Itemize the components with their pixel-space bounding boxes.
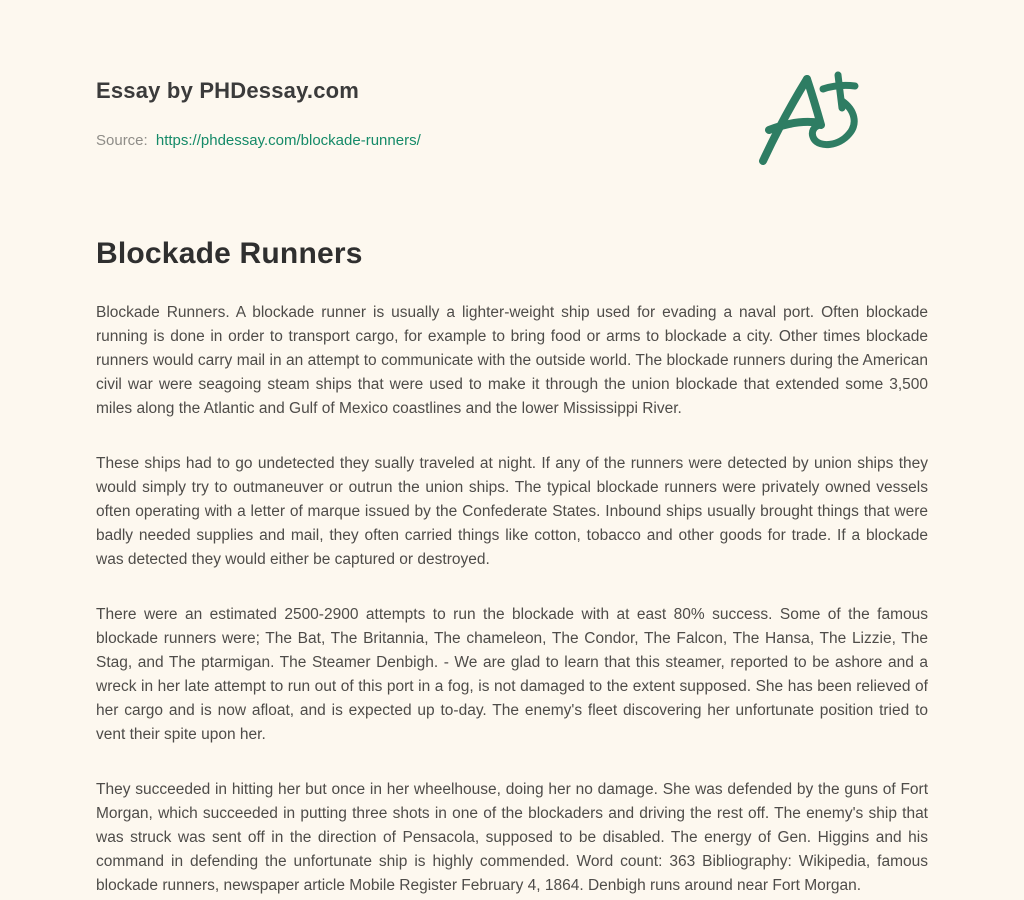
essay-body	[96, 301, 928, 898]
source-link[interactable]: https://phdessay.com/blockade-runners/	[155, 132, 421, 149]
essay-paragraph: They succeeded in hitting her but once in her wheelhouse, doing her no damage. She was defended by the guns of Fort Morgan, which succeeded in putting three shots in one of the blockaders and driving the rest off. The enemy's ship that was struck was sent off in the direction of Pensacola, supposed to be disabled. The energy of Gen. Higgins and his command in defending the unfortunate ship is highly commended. Word count: 363 Bibliography: Wikipedia, famous blockade runners, newspaper article Mobile Register February 4, 1864. Denbigh runs around near Fort Morgan.	[96, 781, 928, 894]
a-plus-logo-icon	[756, 70, 860, 166]
essay-paragraph: These ships had to go undetected they sually traveled at night. If any of the runners were detected by union ships they would simply try to outmaneuver or outrun the union ships. The typical blockade runners were privately owned vessels often operating with a letter of marque issued by the Confederate States. Inbound ships usually brought things that were badly needed supplies and mail, they often carried things like cotton, tobacco and other goods for trade. If a blockade was detected they would either be captured or destroyed.	[96, 455, 928, 568]
phdessay-logo	[756, 70, 860, 166]
essay-paragraph: Blockade Runners. A blockade runner is usually a lighter-weight ship used for evading a naval port. Often blockade running is done in order to transport cargo, for example to bring food or arms to blockade a city. Other times blockade runners would carry mail in an attempt to communicate with the outside world. The blockade runners during the American civil war were seagoing steam ships that were used to make it through the union blockade that extended some 3,500 miles along the Atlantic and Gulf of Mexico coastlines and the lower Mississippi River.	[96, 304, 928, 417]
essay-paragraph: There were an estimated 2500-2900 attempts to run the blockade with at east 80% success. Some of the famous blockade runners were; The Bat, The Britannia, The chameleon, The Condor, The Falcon, The Hansa, The Lizzie, The Stag, and The ptarmigan. The Steamer Denbigh. - We are glad to learn that this steamer, reported to be ashore and a wreck in her late attempt to run out of this port in a fog, is not damaged to the extent supposed. She has been relieved of her cargo and is now afloat, and is expected up to-day. The enemy's fleet discovering her unfortunate position tried to vent their spite upon her.	[96, 606, 928, 743]
essay-title: Blockade Runners	[96, 237, 363, 270]
essay-byline-heading: Essay by PHDessay.com	[96, 78, 360, 103]
source-label: Source:	[96, 132, 148, 149]
page-header	[96, 78, 928, 149]
